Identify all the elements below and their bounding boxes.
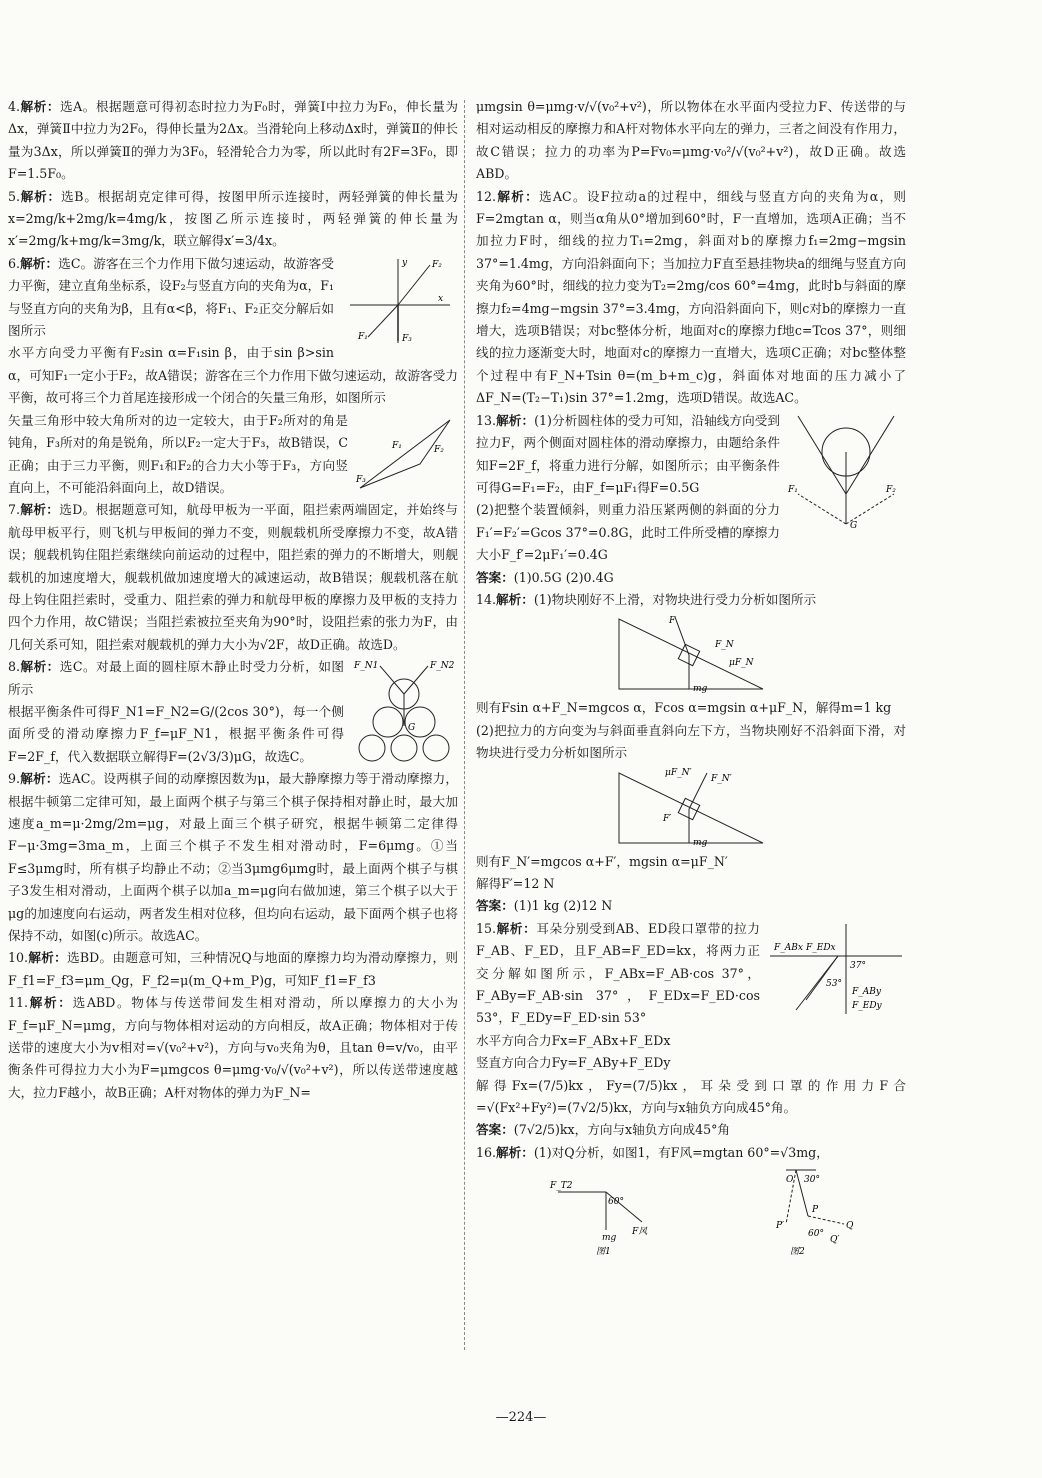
q10-text: 10.解析：选BD。由题意可知，三种情况Q与地面的摩擦力均为滑动摩擦力，则F_f1=F_f3=μm_Qg，F_f2=μ(m_Q+m_P)g，可知F_f1=F_f3 (8, 950, 458, 988)
svg-text:60°: 60° (608, 1197, 624, 1208)
q14-text-c: (2)把拉力的方向变为与斜面垂直斜向左下方，当物块刚好不沿斜面下滑，对物块进行受力分析如图所示 (476, 722, 906, 761)
left-column (8, 96, 458, 1104)
q14-text-e: 解得F′=12 N (476, 875, 555, 891)
q6-text-c: 矢量三角形中较大角所对的边一定较大，由于F₂所对的角是钝角，F₃所对的角是锐角，所以F₂一定大于F₃，故B错误，C正确；由于三力平衡，则F₁和F₂的合力大小等于F₃，方向竖直向上，不可能沿斜面向上，故D错误。 (8, 412, 348, 495)
svg-text:G: G (850, 520, 858, 531)
svg-text:F风: F风 (632, 1227, 648, 1238)
figure-2-caption: 图2 (790, 1247, 805, 1258)
svg-text:P: P (812, 1205, 819, 1216)
column-divider (464, 100, 465, 1350)
svg-text:G: G (408, 723, 416, 734)
svg-text:F₃: F₃ (356, 474, 366, 485)
q14-text-d: 则有F_N′=mgcos α+F′，mgsin α=μF_N′ (476, 853, 728, 869)
q6-text-b: 水平方向受力平衡有F₂sin α=F₁sin β，由于sin β>sin α，可知F₁一定小于F₂，故A错误；游客在三个力作用下做匀速运动，故游客受力平衡，故可将三个力首尾连接形成一个闭合的矢量三角形，如图所示 (8, 345, 458, 406)
q15-text-b: 水平方向合力Fx=F_ABx+F_EDx (476, 1032, 671, 1048)
incline-block-diagram-q14a (611, 613, 771, 695)
svg-text:F_N2: F_N2 (430, 661, 455, 672)
svg-text:30°: 30° (804, 1175, 820, 1186)
svg-text:F₂: F₂ (886, 484, 896, 495)
svg-text:F_ABy: F_ABy (852, 986, 881, 997)
q11-text-cont: μmgsin θ=μmg·v/√(v₀²+v²)，所以物体在水平面内受拉力F、传送带的与相对运动相反的摩擦力和A杆对物体水平向左的弹力，三者之间没有作用力，故C错误；拉力的功率为P=Fv₀=μmg·v₀²/√(v₀²+v²)，故D正确。故选ABD。 (476, 99, 906, 182)
q13-text-b: (2)把整个装置倾斜，则重力沿压紧两侧的斜面的分力F₁′=F₂′=Gcos 37°=0.8G，此时工件所受槽的摩擦力大小F_f′=2μF₁′=0.4G (476, 502, 780, 563)
svg-text:F₁: F₁ (358, 331, 368, 342)
q15-text-d: 解得Fx=(7/5)kx，Fy=(7/5)kx，耳朵受到口罩的作用力F合=√(Fx²+Fy²)=(7√2/5)kx，方向与x轴负方向成45°角。 (476, 1077, 906, 1116)
figure-1-caption: 图1 (596, 1247, 611, 1258)
svg-text:F_EDy: F_EDy (852, 1000, 882, 1011)
q15-answer: 答案：(7√2/5)kx，方向与x轴负方向成45°角 (476, 1122, 731, 1138)
earloop-force-diagram-q15 (766, 920, 906, 1016)
svg-text:mg: mg (693, 684, 708, 695)
q15-text-a: 15.解析：耳朵分别受到AB、ED段口罩带的拉力F_AB、F_ED，且F_AB=F_ED=kx，将两力正交分解如图所示，F_ABx=F_AB·cos 37°，F_ABy=F_AB·sin 37°，F_EDx=F_ED·cos 53°，F_EDy=F_ED·sin 53° (476, 920, 761, 1026)
svg-text:P′: P′ (776, 1221, 785, 1232)
page-number: —224— (495, 1410, 547, 1425)
q13-text-a: 13.解析：(1)分析圆柱体的受力可知，沿轴线方向受到拉力F，两个侧面对圆柱体的滑动摩擦力，由题给条件知F=2F_f，将重力进行分解，如图所示；由平衡条件可得G=F₁=F₂，由F_f=μF₁得F=0.5G (476, 412, 781, 495)
q16-figure-1 (546, 1164, 656, 1258)
svg-text:mg: mg (602, 1233, 617, 1244)
q4-text: 4.解析：选A。根据题意可得初态时拉力为F₀时，弹簧Ⅰ中拉力为F₀，伸长量为Δx，弹簧Ⅱ中拉力为2F₀，得伸长量为2Δx。当滑轮向上移动Δx时，弹簧Ⅱ的伸长量为3Δx，所以弹簧Ⅱ的弹力为3F₀，轻滑轮合力为零，所以此时有2F=3F₀，即F=1.5F₀。 (8, 99, 458, 182)
svg-text:Q′: Q′ (830, 1235, 840, 1246)
svg-text:53°: 53° (826, 978, 842, 989)
svg-text:mg: mg (693, 837, 708, 848)
svg-text:F_EDx: F_EDx (806, 942, 836, 953)
svg-text:Q: Q (846, 1221, 854, 1232)
svg-text:μF_N: μF_N (729, 658, 754, 669)
svg-text:F₂: F₂ (432, 259, 442, 270)
svg-text:F: F (669, 616, 676, 627)
q8-text-b: 根据平衡条件可得F_N1=F_N2=G/(2cos 30°)，每一个侧面所受的滑动摩擦力F_f=μF_N1，根据平衡条件可得F=2F_f，代入数据联立解得F=(2√3/3)μG，故选C。 (8, 703, 344, 764)
vector-triangle-q6 (354, 412, 458, 494)
svg-text:F_N1: F_N1 (354, 661, 379, 672)
q13-answer: 答案：(1)0.5G (2)0.4G (476, 569, 614, 585)
q14-answer: 答案：(1)1 kg (2)12 N (476, 898, 613, 914)
svg-text:F₁: F₁ (392, 440, 402, 451)
force-diagram-q6a (340, 255, 458, 345)
svg-text:F_T2: F_T2 (550, 1181, 573, 1192)
q12-text: 12.解析：选AC。设F拉动a的过程中，细线与竖直方向的夹角为α，则F=2mgtan α，则当α角从0°增加到60°时，F一直增加，选项A正确；当不加拉力F时，细线的拉力T₁=2mg，斜面对b的摩擦力f₁=2mg−mgsin 37°=1.4mg，方向沿斜面向下；当加拉力F直至悬挂物块a的细绳与竖直方向夹角为60°时，细线的拉力变为T₂=2mg/cos 60°=4mg，此时b与斜面的摩擦力f₂=4mg−mgsin 37°=3.4mg，方向沿斜面向下，则c对b的摩擦力一直增大，选项B错误；对bc整体分析，地面对c的摩擦力f地c=Tcos 37°，则细线的拉力逐渐变大时，地面对c的摩擦力一直增大，选项C正确；对bc整体整个过程中有F_N+Tsin θ=(m_b+m_c)g，斜面体对地面的压力减小了ΔF_N=(T₂−T₁)sin 37°=1.2mg，选项D错误。故选AC。 (476, 188, 907, 406)
svg-text:x: x (438, 293, 444, 304)
q14-text-b: 则有Fsin α+F_N=mgcos α，Fcos α=mgsin α+μF_N，解得m=1 kg (476, 700, 892, 716)
svg-text:F₂: F₂ (434, 444, 444, 455)
svg-text:60°: 60° (808, 1229, 824, 1240)
q5-text: 5.解析：选B。根据胡克定律可得，按图甲所示连接时，两轻弹簧的伸长量为x=2mg/k+2mg/k=4mg/k，按图乙所示连接时，两轻弹簧的伸长量为x′=2mg/k+mg/k=3mg/k，联立解得x′=3/4x。 (8, 188, 458, 249)
q16-figure-2 (746, 1164, 856, 1258)
q7-text: 7.解析：选D。根据题意可知，航母甲板为一平面，阻拦索两端固定，并始终与航母甲板平行，则飞机与甲板间的弹力不变，则舰载机所受摩擦力不变，故A错误；舰载机钩住阻拦索继续向前运动的过程中，阻拦索的弹力的不断增大，则舰载机的加速度增大，舰载机做加速度增大的减速运动，故B错误；舰载机落在航母上钩住阻拦索时，受重力、阻拦索的弹力和航母甲板的摩擦力及甲板的支持力四个力作用，故C错误；当阻拦索被拉至夹角为90°时，设阻拦索的张力为F，由几何关系可知，阻拦索对舰载机的弹力大小为√2F，故D正确。故选D。 (8, 502, 458, 652)
q15-text-c: 竖直方向合力Fy=F_ABy+F_EDy (476, 1055, 671, 1071)
q11-text: 11.解析：选ABD。物体与传送带间发生相对滑动，所以摩擦力的大小为F_f=μF_N=μmg，方向与物体相对运动的方向相反，故A正确；物体相对于传送带的速度大小为v相对=√(v₀²+v²)，方向与v₀夹角为θ，且tan θ=v/v₀，由平衡条件可得拉力大小为F=μmgcos θ=μmg·v₀/√(v₀²+v²)，所以传送带速度越大，拉力F越小，故B正确；A杆对物体的弹力为F_N= (8, 995, 458, 1100)
q16-figures (476, 1164, 906, 1264)
cylinder-groove-diagram-q13 (786, 412, 906, 532)
svg-text:F₁: F₁ (788, 484, 798, 495)
svg-text:F_N: F_N (715, 640, 734, 651)
q14-text-a: 14.解析：(1)物块刚好不上滑，对物块进行受力分析如图所示 (476, 591, 817, 607)
incline-block-diagram-q14b (611, 767, 771, 849)
svg-text:F₃: F₃ (402, 333, 412, 344)
q9-text: 9.解析：选AC。设两棋子间的动摩擦因数为μ，最大静摩擦力等于滑动摩擦力，根据牛顿第二定律可知，最上面两个棋子与第三个棋子保持相对静止时，最大加速度a_m=μ·2mg/2m=μg，对最上面三个棋子研究，根据牛顿第二定律得F−μ·3mg=3ma_m，上面三个棋子不发生相对滑动时，F=6μmg。①当F≤3μmg时，所有棋子均静止不动；②当3μmg6μmg时，最上面两个棋子与棋子3发生相对滑动，上面两个棋子以加a_m=μg向右做加速，第三个棋子以大于μg的加速度向右运动，两者发生相对位移，但均向右运动，最下面两个棋子也将保持不动，如图(c)所示。故选AC。 (8, 771, 459, 944)
q16-text: 16.解析：(1)对Q分析，如图1，有F风=mgtan 60°=√3mg， (476, 1144, 829, 1160)
svg-text:y: y (402, 257, 408, 268)
svg-text:O: O (786, 1175, 794, 1186)
q8-text-a: 8.解析：选C。对最上面的圆柱原木静止时受力分析，如图所示 (8, 659, 345, 697)
q6-text-a: 6.解析：选C。游客在三个力作用下做匀速运动，故游客受力平衡，建立直角坐标系，设F₂与竖直方向的夹角为α，F₁与竖直方向的夹角为β，且有α<β，将F₁、F₂正交分解后如图所示 (8, 255, 335, 339)
svg-text:μF_N′: μF_N′ (665, 767, 692, 778)
svg-text:F_ABx: F_ABx (774, 942, 803, 953)
svg-text:37°: 37° (850, 960, 866, 971)
right-column (476, 96, 906, 1264)
svg-text:F′: F′ (663, 813, 672, 824)
svg-text:F_N′: F_N′ (711, 773, 732, 784)
log-stack-diagram-q8 (350, 658, 458, 762)
